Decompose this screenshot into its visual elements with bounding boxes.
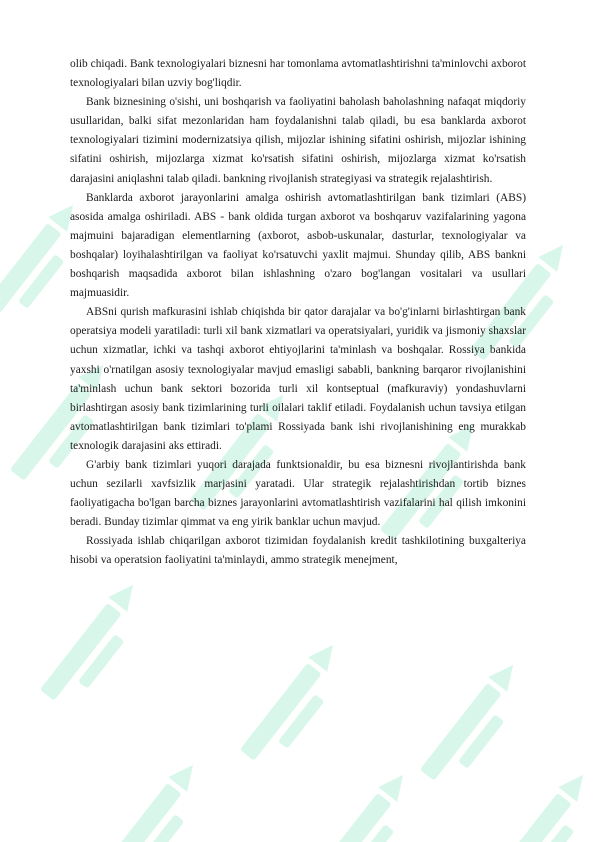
- watermark-mark: [37, 577, 155, 712]
- paragraph-4: ABSni qurish mafkurasini ishlab chiqishda bir qator darajalar va bo'g'inlarni birlashtirgan bank operatsiya modeli yaratiladi: turli xil bank xizmatlari va operatsiyalari, yuridik va jismoniy shaxslar uchun xizmatlar, ichki va tashqi axborot ehtiyojlarini ta'minlash va boshqalar. Rossiya bankida yaxshi o'rnatilgan asosiy texnologiyalar mavjud emasligi sababli, bankning barqaror rivojlanishini ta'minlash uchun bank sektori bozorida turli xil kontseptual (mafkuraviy) yondashuvlarni birlashtirgan asosiy bank tizimlarining turli oilalari taklif etiladi. Foydalanish uchun tavsiya etilgan avtomatlashtirilgan bank tizimlari to'plami Rossiyada bank ishi rivojlanishining eng murakkab texnologik darajasini aks ettiradi.: [70, 306, 526, 452]
- watermark-mark: [237, 637, 355, 772]
- watermark-mark: [487, 767, 596, 842]
- paragraph-1: olib chiqadi. Bank texnologiyalari biznesni har tomonlama avtomatlashtirishni ta'minlovchi axborot texnologiyalari bilan uzviy bog'liqdir.: [70, 58, 526, 90]
- watermark-mark: [417, 657, 535, 792]
- document-body: [70, 55, 526, 571]
- paragraph-2: Bank biznesining o'sishi, uni boshqarish va faoliyatini baholash baholashning nafaqat miqdoriy usullaridan, balki sifat mezonlaridan ham foydalanishni talab qiladi, bu esa banklarda axborot texnologiyalari tizimini modernizatsiya qilish, mijozlar ishining sifatini oshirish, mijozlar ishining sifatini oshirish, mijozlarga xizmat ko'rsatish sifatini oshirish, mijozlarga xizmat ko'rsatish darajasini aniqlashni talab qiladi. bankning rivojlanish strategiyasi va strategik rejalashtirish.: [70, 96, 526, 185]
- watermark-mark: [97, 757, 215, 842]
- paragraph-3: Banklarda axborot jarayonlarini amalga oshirish avtomatlashtirilgan bank tizimlari (ABS) asosida amalga oshiriladi. ABS - bank oldida turgan axborot va boshqaruv vazifalarining yagona majmuini bajaradigan elementlarning (axborot, asbob-uskunalar, dasturlar, texnologiyalar va boshqalar) loyihalashtirilgan va faoliyat ko'rsatuvchi yaxlit majmui. Shunday qilib, ABS bankni boshqarish maqsadida axborot bilan ishlashning o'zaro bog'langan vositalari va usullari majmuasidir.: [70, 191, 526, 300]
- paragraph-5: G'arbiy bank tizimlari yuqori darajada funktsionaldir, bu esa biznesni rivojlantirishda bank uchun sezilarli xavfsizlik marjasini yaratadi. Ular strategik rejalashtirishdan tortib biznes faoliyatigacha bo'lgan barcha biznes jarayonlarini avtomatlashtirish vazifalarini hal qilish imkonini beradi. Bunday tizimlar qimmat va eng yirik banklar uchun mavjud.: [70, 458, 526, 529]
- watermark-mark: [307, 767, 425, 842]
- paragraph-6: Rossiyada ishlab chiqarilgan axborot tizimidan foydalanish kredit tashkilotining buxgalteriya hisobi va operatsion faoliyatini ta'minlaydi, ammo strategik menejment,: [70, 535, 526, 567]
